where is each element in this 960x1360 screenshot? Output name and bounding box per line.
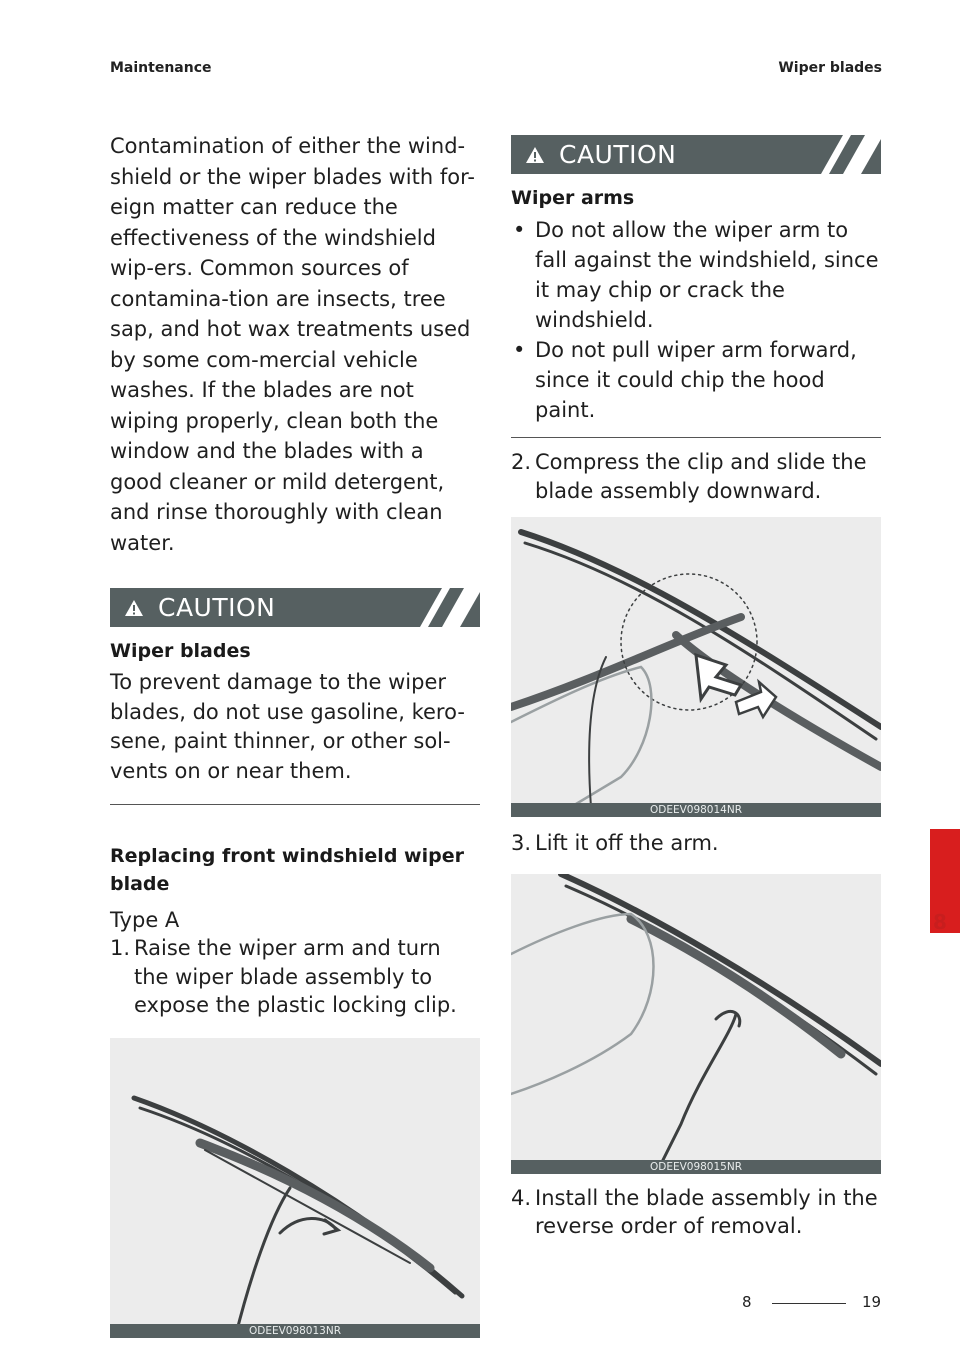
step-number: 4. bbox=[511, 1185, 532, 1210]
warning-triangle-icon bbox=[124, 598, 144, 618]
caution-banner bbox=[511, 135, 881, 174]
step-text: Install the blade assembly in the reverse order of removal. bbox=[535, 1185, 878, 1238]
step-number: 2. bbox=[511, 450, 532, 474]
caution-title: Wiper arms bbox=[511, 187, 635, 209]
figure-caption: ODEEV098015NR bbox=[511, 1160, 881, 1174]
step-text: Raise the wiper arm and turn the wiper blade assembly to expose the plastic locking clip. bbox=[134, 936, 457, 1017]
chapter-tab-number: 8 bbox=[933, 910, 947, 934]
figure-caption: ODEEV098014NR bbox=[511, 803, 881, 817]
footer-page-number: 19 bbox=[862, 1293, 882, 1311]
contamination-paragraph: Contamination of either the wind-shield or the wiper blades with for-eign matter can reduce the effectiveness of the windshield wip-ers. Common sources of contamina-tion are insects, tree sap, and hot wax treatments used by some com-mercial vehicle washes. If the blades are not wiping properly, clean both the window and the blades with a good cleaner or mild detergent, and rinse thoroughly with clean water. bbox=[110, 134, 475, 555]
step-4 bbox=[511, 1184, 881, 1241]
footer-divider bbox=[772, 1303, 846, 1304]
bullet-dot: • bbox=[513, 218, 526, 242]
caution-banner bbox=[110, 588, 480, 627]
caution-stripes bbox=[420, 588, 480, 627]
lift-off-illustration bbox=[511, 874, 881, 1174]
caution-title: Wiper blades bbox=[110, 640, 251, 662]
step-number: 3. bbox=[511, 831, 532, 855]
figure-caption: ODEEV098013NR bbox=[110, 1324, 480, 1338]
caution-bullet bbox=[511, 215, 881, 335]
left-column bbox=[110, 128, 480, 1338]
wiper-blade-illustration bbox=[110, 1038, 480, 1338]
caution-bullet bbox=[511, 335, 881, 425]
step-2 bbox=[511, 448, 881, 505]
figure-compress-clip bbox=[511, 517, 881, 817]
warning-triangle-icon bbox=[525, 145, 545, 165]
type-label: Type A bbox=[110, 908, 180, 932]
bullet-text: Do not pull wiper arm forward, since it could chip the hood paint. bbox=[535, 338, 857, 422]
step-3 bbox=[511, 829, 881, 858]
caution-label: CAUTION bbox=[158, 593, 276, 622]
figure-lift-off-arm bbox=[511, 874, 881, 1174]
caution-label: CAUTION bbox=[559, 140, 677, 169]
compress-clip-illustration bbox=[511, 517, 881, 817]
right-column bbox=[511, 128, 881, 1241]
step-text: Lift it off the arm. bbox=[535, 831, 719, 855]
running-header-topic: Wiper blades bbox=[778, 60, 882, 76]
running-header-section: Maintenance bbox=[110, 60, 212, 76]
caution-bullet-list bbox=[511, 215, 881, 425]
bullet-text: Do not allow the wiper arm to fall against the windshield, since it may chip or crack the windshield. bbox=[535, 218, 879, 332]
step-number: 1. bbox=[110, 936, 131, 960]
bullet-dot: • bbox=[513, 338, 526, 362]
step-text: Compress the clip and slide the blade assembly downward. bbox=[535, 450, 867, 503]
section-title: Replacing front windshield wiper blade bbox=[110, 845, 464, 895]
section-divider bbox=[511, 437, 881, 438]
caution-stripes bbox=[821, 135, 881, 174]
step-1 bbox=[110, 934, 480, 1020]
figure-raise-wiper-arm bbox=[110, 1038, 480, 1338]
section-divider bbox=[110, 804, 480, 805]
footer-chapter-number: 8 bbox=[742, 1293, 752, 1311]
caution-text: To prevent damage to the wiper blades, do not use gasoline, kero-sene, paint thinner, or other sol-vents on or near them. bbox=[110, 670, 465, 783]
